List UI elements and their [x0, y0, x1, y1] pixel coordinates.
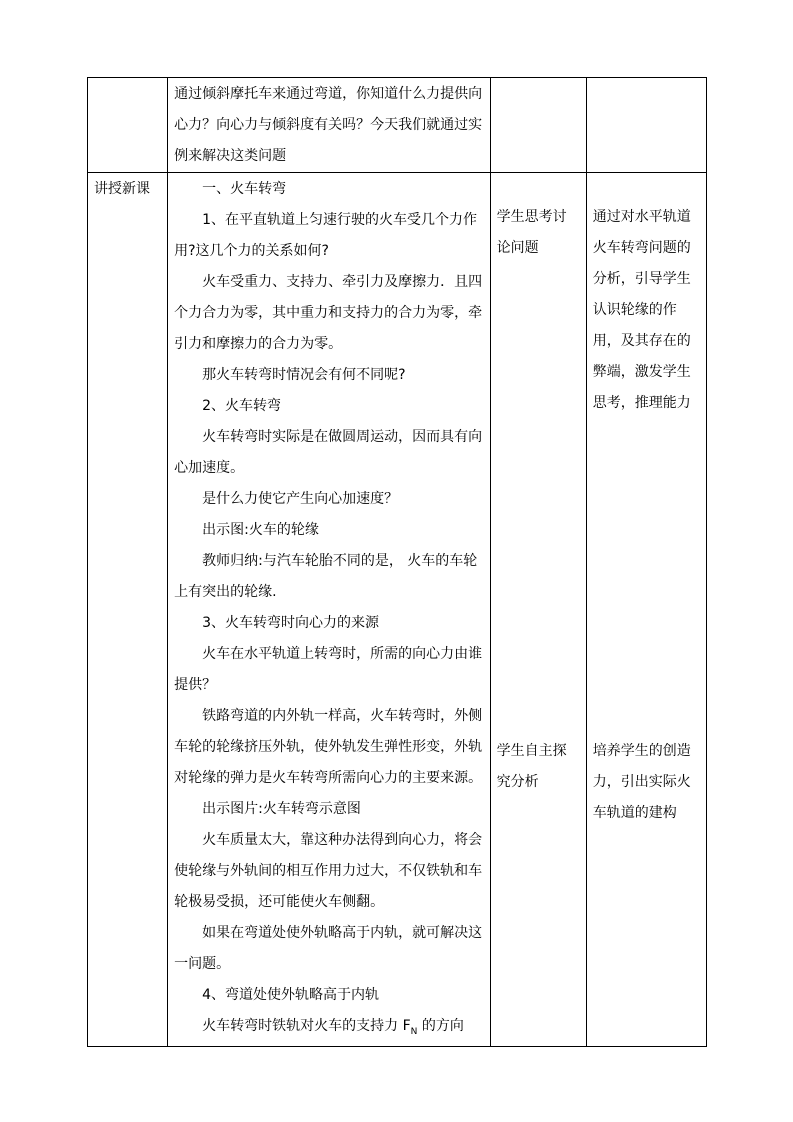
lesson-content-cell — [168, 173, 491, 1047]
lesson-plan-table — [87, 77, 707, 1047]
lesson-paragraph: 铁路弯道的内外轨一样高，火车转弯时，外侧车轮的轮缘挤压外轨，使外轨发生弹性形变，外轨对轮缘的弹力是火车转弯所需向心力的主要来源。 — [174, 708, 483, 786]
lesson-paragraph: 4、弯道处使外轨略高于内轨 — [202, 987, 380, 1003]
intro-content-cell — [168, 78, 491, 173]
lesson-paragraph: 教师归纳:与汽车轮胎不同的是， 火车的车轮上有突出的轮缘. — [174, 553, 478, 600]
stage-cell-empty — [88, 78, 168, 173]
student-activity-cell — [490, 173, 586, 1047]
lesson-paragraph: 3、火车转弯时向心力的来源 — [202, 615, 380, 631]
lesson-paragraph: 如果在弯道处使外轨略高于内轨，就可解决这一问题。 — [174, 925, 483, 972]
table-row-new-lesson — [88, 173, 707, 1047]
student-activity-cell-empty — [490, 78, 586, 173]
design-intent-cell-empty — [586, 78, 706, 173]
lesson-paragraph: 出示图片:火车转弯示意图 — [202, 801, 361, 817]
design-intent-cell — [586, 173, 706, 1047]
student-activity-1: 学生思考讨论问题 — [496, 209, 567, 256]
lesson-paragraph: 1、在平直轨道上匀速行驶的火车受几个力作用?这几个力的关系如何? — [174, 212, 478, 259]
lesson-paragraph: 火车转弯时实际是在做圆周运动，因而具有向心加速度。 — [174, 429, 483, 476]
lesson-paragraph: 2、火车转弯 — [202, 398, 282, 414]
intro-text: 通过倾斜摩托车来通过弯道，你知道什么力提供向心力？向心力与倾斜度有关吗？今天我们就通过实例来解决这类问题 — [174, 86, 483, 164]
stage-label: 讲授新课 — [94, 181, 150, 197]
lesson-paragraph: 那火车转弯时情况会有何不同呢? — [202, 367, 406, 383]
lesson-paragraph: 火车受重力、支持力、牵引力及摩擦力．且四个力合力为零，其中重力和支持力的合力为零，牵引力和摩擦力的合力为零。 — [174, 274, 483, 352]
lesson-paragraphs — [174, 174, 484, 1011]
lesson-paragraph: 火车质量太大，靠这种办法得到向心力，将会使轮缘与外轨间的相互作用力过大，不仅铁轨和车轮极易受损，还可能使火车侧翻。 — [174, 832, 483, 910]
lesson-paragraph: 一、火车转弯 — [202, 181, 287, 197]
lesson-paragraph: 出示图:火车的轮缘 — [202, 522, 319, 538]
design-intent-1: 通过对水平轨道火车转弯问题的分析，引导学生认识轮缘的作用，及其存在的弊端，激发学生思考，推理能力 — [592, 209, 691, 411]
stage-cell — [88, 173, 168, 1047]
lesson-paragraph: 是什么力使它产生向心加速度？ — [202, 491, 399, 507]
student-activity-2: 学生自主探究分析 — [496, 743, 567, 790]
lesson-paragraph: 火车在水平轨道上转弯时，所需的向心力由谁提供？ — [174, 646, 483, 693]
design-intent-2: 培养学生的创造力，引出实际火车轨道的建构 — [592, 743, 691, 821]
table-row-intro — [88, 78, 707, 173]
lesson-last-line: 火车转弯时铁轨对火车的支持力 $F_N$ 的方向 — [202, 1018, 464, 1037]
